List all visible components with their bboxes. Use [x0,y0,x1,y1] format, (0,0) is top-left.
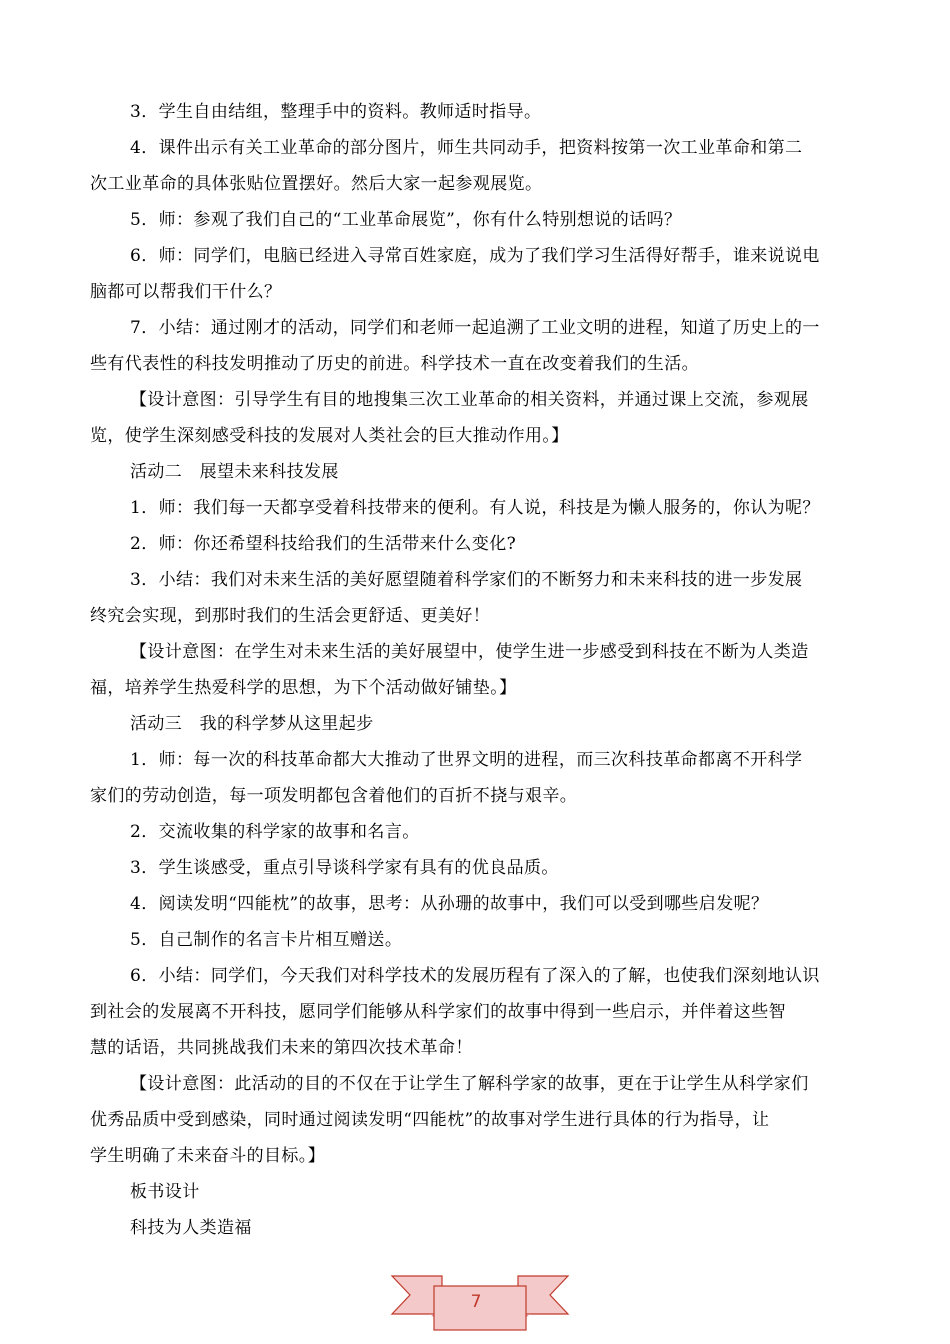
paragraph-line: 2．交流收集的科学家的故事和名言。 [130,822,420,842]
paragraph-line: 家们的劳动创造，每一项发明都包含着他们的百折不挠与艰辛。 [90,786,578,806]
design-intent-line: 福，培养学生热爱科学的思想，为下个活动做好铺垫。】 [90,678,517,698]
board-title: 科技为人类造福 [130,1218,252,1238]
activity-heading: 活动三 我的科学梦从这里起步 [130,714,374,734]
paragraph-line: 次工业革命的具体张贴位置摆好。然后大家一起参观展览。 [90,174,543,194]
paragraph-line: 6．小结：同学们，今天我们对科学技术的发展历程有了深入的了解，也使我们深刻地认识 [130,966,820,986]
page-number: 7 [470,1292,482,1312]
design-intent-line: 【设计意图：在学生对未来生活的美好展望中，使学生进一步感受到科技在不断为人类造 [130,642,809,662]
paragraph-line: 5．师：参观了我们自己的“工业革命展览”，你有什么特别想说的话吗？ [130,210,682,230]
paragraph-line: 1．师：我们每一天都享受着科技带来的便利。有人说，科技是为懒人服务的，你认为呢？ [130,498,820,518]
paragraph-line: 到社会的发展离不开科技，愿同学们能够从科学家们的故事中得到一些启示，并伴着这些智 [90,1002,786,1022]
paragraph-line: 1．师：每一次的科技革命都大大推动了世界文明的进程，而三次科技革命都离不开科学 [130,750,803,770]
paragraph-line: 3．小结：我们对未来生活的美好愿望随着科学家们的不断努力和未来科技的进一步发展 [130,570,803,590]
paragraph-line: 慧的话语，共同挑战我们未来的第四次技术革命！ [90,1038,473,1058]
paragraph-line: 3．学生谈感受，重点引导谈科学家有具有的优良品质。 [130,858,559,878]
paragraph-line: 4．课件出示有关工业革命的部分图片，师生共同动手，把资料按第一次工业革命和第二 [130,138,803,158]
paragraph-line: 4．阅读发明“四能枕”的故事，思考：从孙珊的故事中，我们可以受到哪些启发呢？ [130,894,769,914]
activity-heading: 活动二 展望未来科技发展 [130,462,339,482]
design-intent-line: 优秀品质中受到感染，同时通过阅读发明“四能枕”的故事对学生进行具体的行为指导，让 [90,1110,770,1130]
paragraph-line: 6．师：同学们，电脑已经进入寻常百姓家庭，成为了我们学习生活得好帮手，谁来说说电 [130,246,820,266]
design-intent-line: 览，使学生深刻感受科技的发展对人类社会的巨大推动作用。】 [90,426,569,446]
paragraph-line: 些有代表性的科技发明推动了历史的前进。科学技术一直在改变着我们的生活。 [90,354,699,374]
design-intent-line: 【设计意图：此活动的目的不仅在于让学生了解科学家的故事，更在于让学生从科学家们 [130,1074,809,1094]
paragraph-line: 2．师：你还希望科技给我们的生活带来什么变化? [130,534,517,554]
paragraph-line: 5．自己制作的名言卡片相互赠送。 [130,930,403,950]
paragraph-line: 7．小结：通过刚才的活动，同学们和老师一起追溯了工业文明的进程，知道了历史上的一 [130,318,820,338]
design-intent-line: 学生明确了未来奋斗的目标。】 [90,1146,326,1166]
paragraph-line: 脑都可以帮我们干什么？ [90,282,282,302]
paragraph-line: 3．学生自由结组，整理手中的资料。教师适时指导。 [130,102,542,122]
design-intent-line: 【设计意图：引导学生有目的地搜集三次工业革命的相关资料，并通过课上交流，参观展 [130,390,809,410]
section-heading: 板书设计 [130,1182,200,1202]
paragraph-line: 终究会实现，到那时我们的生活会更舒适、更美好！ [90,606,491,626]
